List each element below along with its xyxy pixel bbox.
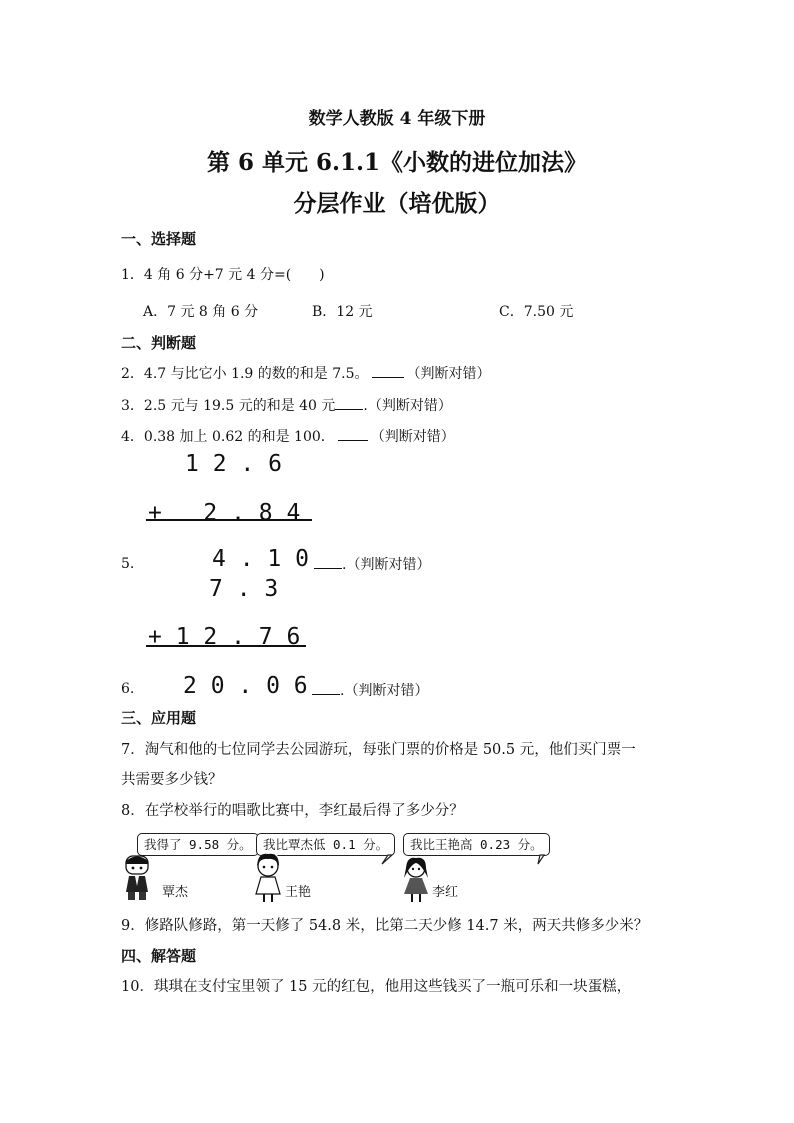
q2-text: 2．4.7 与比它小 1.9 的数的和是 7.5。 — [121, 366, 369, 382]
q5-blank[interactable] — [314, 554, 342, 569]
question-4 — [121, 426, 455, 446]
question-10: 10．琪琪在支付宝里领了 15 元的红包，他用这些钱买了一瓶可乐和一块蛋糕， — [121, 979, 632, 995]
question-7-line-1: 7．淘气和他的七位同学去公园游玩，每张门票的价格是 50.5 元，他们买门票一 — [121, 742, 636, 758]
character-name-2: 王艳 — [285, 885, 312, 900]
q6-number: 6. — [121, 681, 135, 697]
girl-figure-icon — [256, 854, 280, 902]
character-name-3: 李红 — [432, 885, 459, 900]
q3-blank[interactable] — [335, 395, 363, 410]
section-judge-title: 二、判断题 — [121, 334, 197, 352]
q6-blank[interactable] — [312, 680, 340, 695]
q5-sum-line — [146, 519, 312, 521]
q5-addend-2: + 2 . 8 4 — [148, 500, 301, 526]
question-8: 8．在学校举行的唱歌比赛中，李红最后得了多少分？ — [121, 803, 464, 819]
question-7-line-2: 共需要多少钱？ — [121, 772, 223, 788]
q6-addend-2: + 1 2 . 7 6 — [148, 624, 301, 650]
question-3 — [121, 395, 452, 415]
speech-bubble-1: 我得了 9.58 分。 — [137, 833, 259, 856]
q6-result: 2 0 . 0 6 — [183, 673, 308, 699]
boy-figure-icon — [126, 856, 148, 900]
doc-title: 第 6 单元 6.1.1《小数的进位加法》 — [206, 149, 588, 176]
speech-bubble-3: 我比王艳高 0.23 分。 — [403, 833, 550, 856]
section-choice-title: 一、选择题 — [121, 230, 197, 248]
q6-sum-line — [146, 645, 306, 647]
q6-addend-1: 7 . 3 — [209, 576, 279, 602]
bubble-tail-2 — [382, 855, 392, 864]
question-9: 9．修路队修路，第一天修了 54.8 米，比第二天少修 14.7 米，两天共修多少米？ — [121, 918, 649, 934]
question-2 — [121, 363, 491, 383]
q2-suffix: （判断对错） — [406, 366, 491, 382]
q2-blank[interactable] — [372, 363, 404, 378]
girl-figure-2-icon — [404, 858, 428, 902]
q4-text: 4．0.38 加上 0.62 的和是 100． — [121, 429, 335, 445]
q6-suffix: .（判断对错） — [340, 683, 429, 699]
doc-subtitle: 数学人教版 4 年级下册 — [308, 109, 486, 129]
q5-result: 4 . 1 0 — [212, 546, 309, 572]
character-name-1: 覃杰 — [162, 885, 189, 900]
doc-title-sub: 分层作业（培优版） — [293, 190, 501, 217]
q4-suffix: （判断对错） — [370, 429, 455, 445]
q5-suffix: .（判断对错） — [342, 557, 431, 573]
q1-option-a: A．7 元 8 角 6 分 — [143, 304, 259, 320]
bubble-tail-3 — [538, 855, 544, 864]
section-application-title: 三、应用题 — [121, 709, 197, 727]
section-answer-title: 四、解答题 — [121, 947, 197, 965]
q3-suffix: .（判断对错） — [363, 398, 452, 414]
q1-option-c: C．7.50 元 — [499, 304, 574, 320]
speech-bubble-2: 我比覃杰低 0.1 分。 — [256, 833, 395, 856]
q6-judge — [312, 680, 428, 700]
q3-text: 3．2.5 元与 19.5 元的和是 40 元 — [121, 398, 336, 414]
q1-option-b: B．12 元 — [312, 304, 373, 320]
question-1: 1．4 角 6 分+7 元 4 分=( ) — [121, 267, 325, 283]
q5-judge — [314, 554, 430, 574]
q4-blank[interactable] — [338, 426, 368, 441]
q5-number: 5. — [121, 556, 135, 572]
q5-addend-1: 1 2 . 6 — [185, 451, 282, 477]
